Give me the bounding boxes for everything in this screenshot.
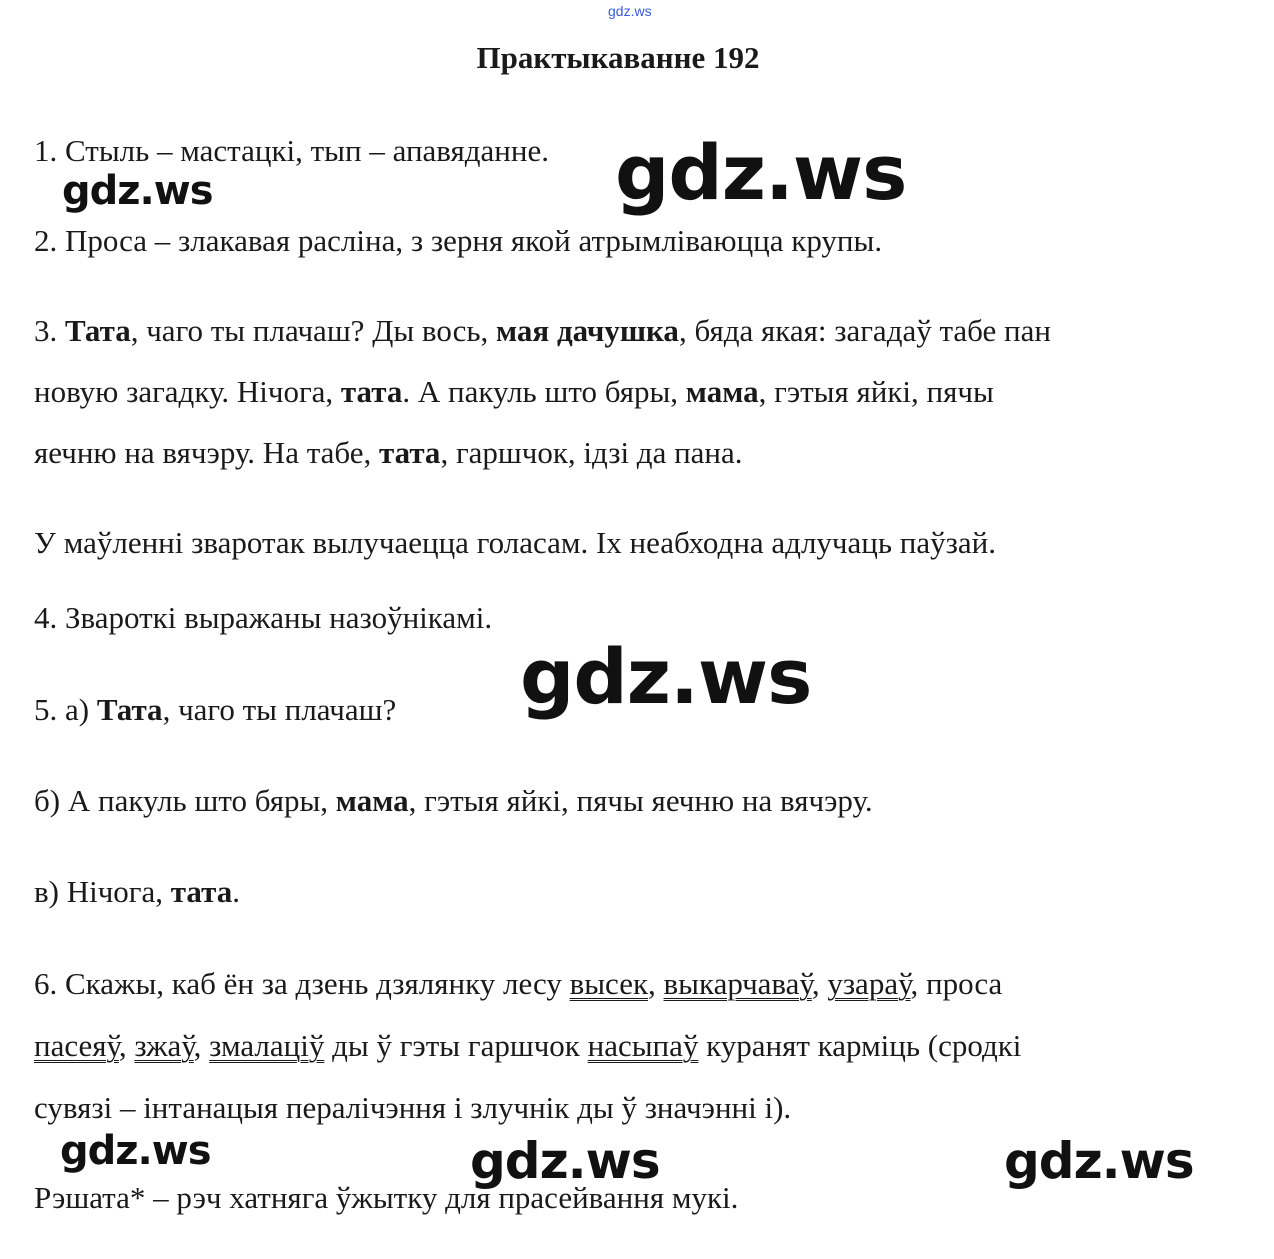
- watermark-bottom-center: gdz.ws: [470, 1132, 660, 1190]
- item-6-line-3: сувязі – інтанацыя пералічэння і злучнік ды ў значэнні і).: [34, 1090, 792, 1125]
- item-5a: 5. а) Тата, чаго ты плачаш?: [34, 692, 397, 727]
- item-3-line-3: яечню на вячэру. На табе, тата, гаршчок, ідзі да пана.: [34, 435, 743, 470]
- item-6-line-2: пасеяў, зжаў, змалаціў ды ў гэты гаршчок насыпаў куранят карміць (сродкі: [34, 1028, 1022, 1063]
- item-5c: в) Нічога, тата.: [34, 874, 240, 909]
- item-2: 2. Проса – злакавая расліна, з зерня якой атрымліваюцца крупы.: [34, 223, 883, 258]
- page-title: Практыкаванне 192: [476, 40, 760, 75]
- item-4: 4. Звароткі выражаны назоўнікамі.: [34, 600, 493, 635]
- item-6-line-1: 6. Скажы, каб ён за дзень дзялянку лесу высек, выкарчаваў, узараў, проса: [34, 966, 1003, 1001]
- watermark-bottom-left: gdz.ws: [60, 1128, 211, 1174]
- item-5b: б) А пакуль што бяры, мама, гэтыя яйкі, пячы яечню на вячэру.: [34, 783, 873, 818]
- item-3-line-1: 3. Тата, чаго ты плачаш? Ды вось, мая дачушка, бяда якая: загадаў табе пан: [34, 313, 1051, 348]
- item-1: 1. Стыль – мастацкі, тып – апавяданне.: [34, 133, 549, 168]
- watermark-center: gdz.ws: [520, 632, 812, 721]
- watermark-top: gdz.ws: [615, 128, 907, 217]
- watermark-left-top: gdz.ws: [62, 168, 213, 214]
- note: У маўленні зваротак вылучаецца голасам. Іх неабходна адлучаць паўзай.: [34, 525, 996, 560]
- footnote: Рэшата* – рэч хатняга ўжытку для прасейвання мукі.: [34, 1180, 739, 1215]
- watermark-bottom-right: gdz.ws: [1004, 1132, 1194, 1190]
- item-3-line-2: новую загадку. Нічога, тата. А пакуль што бяры, мама, гэтыя яйкі, пячы: [34, 374, 994, 409]
- top-watermark-link: gdz.ws: [608, 3, 652, 19]
